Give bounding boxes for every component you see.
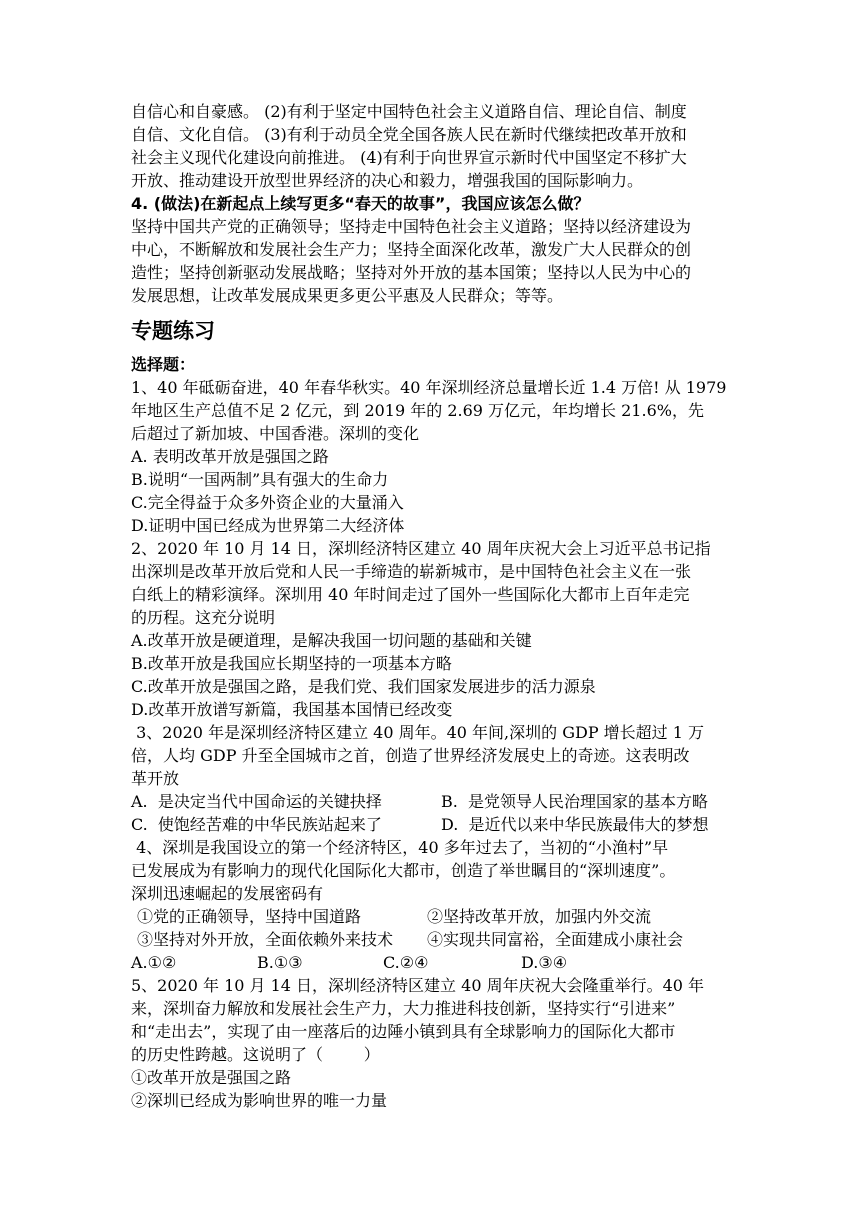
q3-option-c: C. 使饱经苦难的中华民族站起来了 [131,815,382,834]
q4-options-row [131,951,743,974]
q5-stem-line: 来，深圳奋力解放和发展社会生产力，大力推进科技创新，坚持实行“引进来” [131,999,676,1018]
intro-line: 自信心和自豪感。 (2)有利于坚定中国特色社会主义道路自信、理论自信、制度 [131,102,687,121]
q4-stem-line: 已发展成为有影响力的现代化国际化大都市，创造了举世瞩目的“深圳速度”。 [131,861,676,880]
q2-stem-line: 的历程。这充分说明 [131,608,276,627]
q5-statement-2: ②深圳已经成为影响世界的唯一力量 [131,1091,388,1110]
q2-option-b: B.改革开放是我国应长期坚持的一项基本方略 [131,654,452,673]
q3-option-a: A. 是决定当代中国命运的关键抉择 [131,792,382,811]
q1-option-d: D.证明中国已经成为世界第二大经济体 [131,516,405,535]
q1-option-b: B.说明“一国两制”具有强大的生命力 [131,470,389,489]
q1-option-c: C.完全得益于众多外资企业的大量涌入 [131,493,404,512]
q1-stem-line: 后超过了新加坡、中国香港。深圳的变化 [131,424,420,443]
q1-option-a: A. 表明改革开放是强国之路 [131,447,329,466]
intro-line: 开放、推动建设开放型世界经济的决心和毅力，增强我国的国际影响力。 [131,171,644,190]
q4-statement-4: ④实现共同富裕，全面建成小康社会 [427,930,684,949]
q3-options-row-1 [131,790,743,813]
q4-statement-1: ①党的正确领导，坚持中国道路 [137,907,362,926]
q5-stem-line: 和“走出去”，实现了由一座落后的边陲小镇到具有全球影响力的国际化大都市 [131,1022,676,1041]
q2-option-a: A.改革开放是硬道理，是解决我国一切问题的基础和关键 [131,631,532,650]
q4-stem-line: 4、深圳是我国设立的第一个经济特区，40 多年过去了，当初的“小渔村”早 [131,838,669,857]
q3-stem-line: 3、2020 年是深圳经济特区建立 40 周年。40 年间,深圳的 GDP 增长超过 1 万 [131,723,705,742]
choice-label: 选择题： [131,355,196,374]
intro-line: 自信、文化自信。 (3)有利于动员全党全国各族人民在新时代继续把改革开放和 [131,125,687,144]
q2-option-d: D.改革开放谱写新篇，我国基本国情已经改变 [131,700,453,719]
q4-statements-row-2 [131,928,743,951]
q4-answer-line: 造性；坚持创新驱动发展战略；坚持对外开放的基本国策；坚持以人民为中心的 [131,263,692,282]
q5-stem-line: 5、2020 年 10 月 14 日，深圳经济特区建立 40 周年庆祝大会隆重举行。40 年 [131,976,705,995]
document-body [131,100,743,1112]
q4-answer-line: 中心，不断解放和发展社会生产力；坚持全面深化改革，激发广大人民群众的创 [131,240,692,259]
q3-stem-line: 革开放 [131,769,180,788]
q4-statements-row-1 [131,905,743,928]
q4-practice-title: 4. (做法)在新起点上续写更多“春天的故事”，我国应该怎么做？ [131,194,590,213]
q5-stem-line: 的历史性跨越。这说明了（ ） [131,1045,380,1064]
q2-stem-line: 2、2020 年 10 月 14 日，深圳经济特区建立 40 周年庆祝大会上习近平总书记指 [131,539,711,558]
q3-options-row-2 [131,813,743,836]
intro-line: 社会主义现代化建设向前推进。 (4)有利于向世界宣示新时代中国坚定不移扩大 [131,148,687,167]
q4-stem-line: 深圳迅速崛起的发展密码有 [131,884,324,903]
q2-option-c: C.改革开放是强国之路，是我们党、我们国家发展进步的活力源泉 [131,677,596,696]
q2-stem-line: 出深圳是改革开放后党和人民一手缔造的崭新城市，是中国特色社会主义在一张 [131,562,692,581]
q3-option-d: D. 是近代以来中华民族最伟大的梦想 [441,815,709,834]
q4-option-a: A.①② [131,953,177,972]
q4-option-c: C.②④ [383,953,429,972]
q3-option-b: B. 是党领导人民治理国家的基本方略 [441,792,709,811]
q4-statement-3: ③坚持对外开放，全面依赖外来技术 [137,930,394,949]
q2-stem-line: 白纸上的精彩演绎。深圳用 40 年时间走过了国外一些国际化大都市上百年走完 [131,585,690,604]
q4-statement-2: ②坚持改革开放，加强内外交流 [427,907,652,926]
q4-answer-line: 发展思想，让改革发展成果更多更公平惠及人民群众；等等。 [131,286,564,305]
q1-stem-line: 1、40 年砥砺奋进，40 年春华秋实。40 年深圳经济总量增长近 1.4 万倍! 从 1979 [131,378,727,397]
q4-option-d: D.③④ [521,953,568,972]
section-title: 专题练习 [131,319,215,343]
q4-answer-line: 坚持中国共产党的正确领导；坚持走中国特色社会主义道路；坚持以经济建设为 [131,217,692,236]
q3-stem-line: 倍，人均 GDP 升至全国城市之首，创造了世界经济发展史上的奇迹。这表明改 [131,746,690,765]
q5-statement-1: ①改革开放是强国之路 [131,1068,292,1087]
q1-stem-line: 年地区生产总值不足 2 亿元，到 2019 年的 2.69 万亿元，年均增长 21.6%，先 [131,401,704,420]
q4-option-b: B.①③ [257,953,303,972]
